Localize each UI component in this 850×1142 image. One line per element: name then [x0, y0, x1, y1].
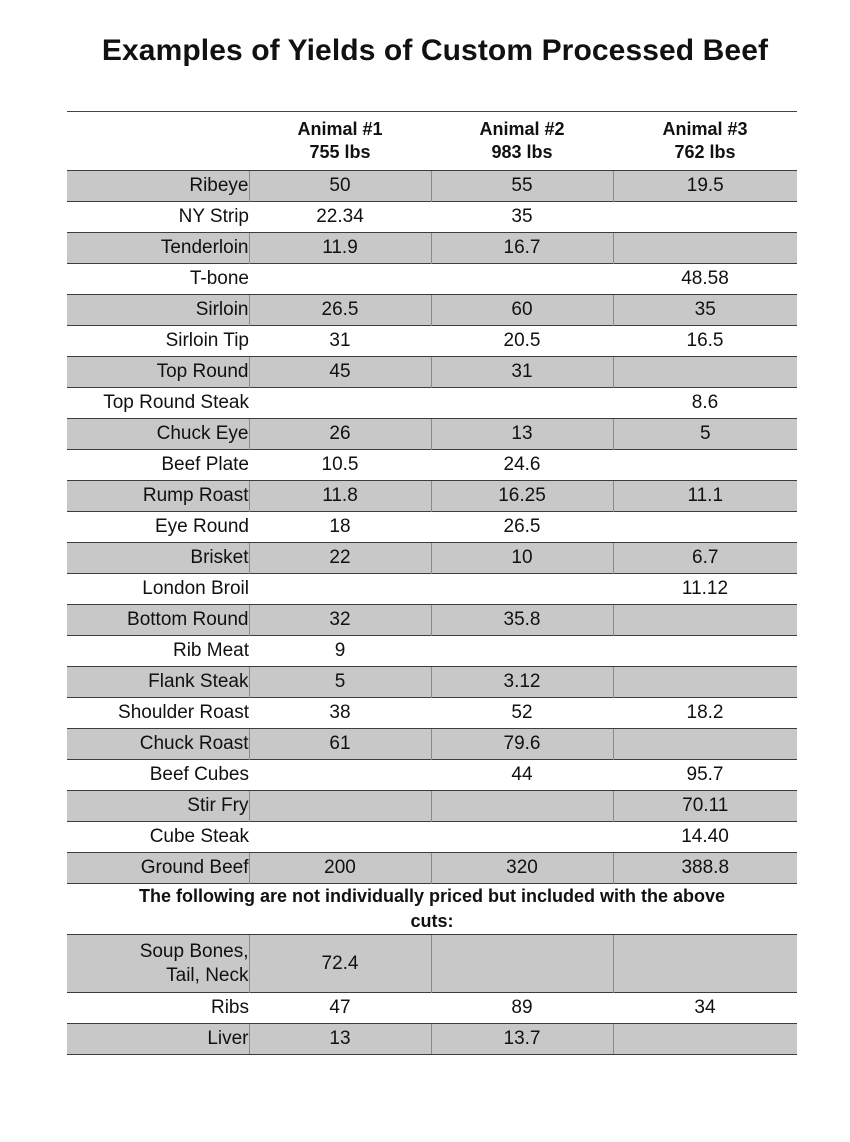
- animal-1-yield: 50: [249, 171, 431, 202]
- animal-2-yield: 3.12: [431, 667, 613, 698]
- animal-3-yield: 14.40: [613, 822, 797, 853]
- table-row: [67, 171, 797, 202]
- animal-3-yield: 16.5: [613, 326, 797, 357]
- cut-name: Cube Steak: [67, 822, 249, 853]
- animal-2-yield: 44: [431, 760, 613, 791]
- cut-name: Brisket: [67, 543, 249, 574]
- animal-3-yield: 48.58: [613, 264, 797, 295]
- animal-3-yield: [613, 1024, 797, 1055]
- animal-1-yield: [249, 822, 431, 853]
- animal-1-yield: 45: [249, 357, 431, 388]
- animal-2-yield: 35: [431, 202, 613, 233]
- animal-1-yield: 32: [249, 605, 431, 636]
- animal-2-yield: 16.25: [431, 481, 613, 512]
- animal-3-yield: [613, 667, 797, 698]
- animal-2-yield: 60: [431, 295, 613, 326]
- cut-name: Ribs: [67, 993, 249, 1024]
- animal-2-yield: 10: [431, 543, 613, 574]
- cut-name: Sirloin Tip: [67, 326, 249, 357]
- animal-1-yield: [249, 760, 431, 791]
- animal-1-yield: 72.4: [249, 935, 431, 993]
- animal-3-yield: 35: [613, 295, 797, 326]
- table-row: [67, 791, 797, 822]
- animal-2-yield: [431, 636, 613, 667]
- animal-2-yield: [431, 935, 613, 993]
- table-row: [67, 729, 797, 760]
- table-row: [67, 264, 797, 295]
- animal-1-yield: [249, 791, 431, 822]
- cut-name: Liver: [67, 1024, 249, 1055]
- animal-3-yield: [613, 636, 797, 667]
- animal-1-yield: [249, 574, 431, 605]
- animal-2-yield: 26.5: [431, 512, 613, 543]
- cut-name: Top Round Steak: [67, 388, 249, 419]
- animal-2-yield: 24.6: [431, 450, 613, 481]
- animal-3-yield: 70.11: [613, 791, 797, 822]
- yield-rows: [67, 171, 797, 884]
- table-row: [67, 853, 797, 884]
- cut-name: Flank Steak: [67, 667, 249, 698]
- table-row: [67, 326, 797, 357]
- animal-2-yield: 13: [431, 419, 613, 450]
- table-row: [67, 698, 797, 729]
- table-row: [67, 543, 797, 574]
- cut-name: Beef Cubes: [67, 760, 249, 791]
- header-animal-3: [613, 112, 797, 171]
- animal-3-yield: 95.7: [613, 760, 797, 791]
- cut-name: Eye Round: [67, 512, 249, 543]
- animal-3-yield: 19.5: [613, 171, 797, 202]
- animal-2-yield: 20.5: [431, 326, 613, 357]
- table-row: [67, 512, 797, 543]
- note-line-2: cuts:: [410, 911, 454, 931]
- animal-3-yield: 11.1: [613, 481, 797, 512]
- cut-name: Ground Beef: [67, 853, 249, 884]
- cut-name-line-1: Soup Bones,: [139, 940, 249, 962]
- animal-2-yield: 320: [431, 853, 613, 884]
- animal-2-yield: [431, 791, 613, 822]
- animal-1-yield: 22: [249, 543, 431, 574]
- animal-2-yield: 35.8: [431, 605, 613, 636]
- animal-3-yield: 11.12: [613, 574, 797, 605]
- table-row: [67, 822, 797, 853]
- table-row: [67, 295, 797, 326]
- table-row: [67, 388, 797, 419]
- animal-1-yield: [249, 264, 431, 295]
- animal-2-yield: 52: [431, 698, 613, 729]
- animal-2-yield: [431, 388, 613, 419]
- animal-3-yield: 5: [613, 419, 797, 450]
- header-animal-1: [249, 112, 431, 171]
- animal-3-yield: [613, 729, 797, 760]
- cut-name: London Broil: [67, 574, 249, 605]
- animal-3-name: Animal #3: [662, 119, 748, 139]
- table-row: [67, 760, 797, 791]
- animal-1-yield: 26: [249, 419, 431, 450]
- table-row: [67, 667, 797, 698]
- table-row: [67, 935, 797, 993]
- animal-1-weight: 755 lbs: [309, 142, 371, 162]
- animal-3-yield: [613, 202, 797, 233]
- table-row: [67, 357, 797, 388]
- animal-3-yield: [613, 512, 797, 543]
- cut-name-line-2: Tail, Neck: [166, 964, 249, 986]
- animal-2-yield: 16.7: [431, 233, 613, 264]
- animal-3-yield: 18.2: [613, 698, 797, 729]
- animal-1-yield: 18: [249, 512, 431, 543]
- header-row: [67, 112, 797, 171]
- header-animal-2: [431, 112, 613, 171]
- animal-3-yield: 6.7: [613, 543, 797, 574]
- animal-1-yield: 5: [249, 667, 431, 698]
- animal-2-yield: [431, 822, 613, 853]
- animal-1-yield: 200: [249, 853, 431, 884]
- table-row: [67, 233, 797, 264]
- animal-1-yield: 9: [249, 636, 431, 667]
- table-row: [67, 202, 797, 233]
- animal-2-yield: [431, 264, 613, 295]
- note-section: [67, 884, 797, 1055]
- note-line-1: The following are not individually priced but included with the above: [138, 886, 726, 906]
- cut-name: Bottom Round: [67, 605, 249, 636]
- animal-3-weight: 762 lbs: [674, 142, 736, 162]
- animal-1-yield: 22.34: [249, 202, 431, 233]
- table-row: [67, 450, 797, 481]
- animal-1-yield: 10.5: [249, 450, 431, 481]
- animal-1-yield: [249, 388, 431, 419]
- note-text: [67, 884, 797, 935]
- page-title: Examples of Yields of Custom Processed Beef: [101, 34, 769, 67]
- animal-2-yield: 79.6: [431, 729, 613, 760]
- animal-3-yield: 388.8: [613, 853, 797, 884]
- animal-3-yield: [613, 233, 797, 264]
- animal-1-name: Animal #1: [297, 119, 383, 139]
- table-row: [67, 993, 797, 1024]
- cut-name: Tenderloin: [67, 233, 249, 264]
- table-row: [67, 1024, 797, 1055]
- table-row: [67, 574, 797, 605]
- cut-name: Chuck Eye: [67, 419, 249, 450]
- cut-name: Ribeye: [67, 171, 249, 202]
- table-row: [67, 481, 797, 512]
- header-cut-column: [67, 112, 249, 171]
- animal-1-yield: 38: [249, 698, 431, 729]
- animal-2-yield: 31: [431, 357, 613, 388]
- table-row: [67, 419, 797, 450]
- animal-2-yield: [431, 574, 613, 605]
- animal-2-yield: 89: [431, 993, 613, 1024]
- cut-name: T-bone: [67, 264, 249, 295]
- yield-table: [67, 111, 797, 1055]
- cut-name: NY Strip: [67, 202, 249, 233]
- animal-1-yield: 11.8: [249, 481, 431, 512]
- animal-1-yield: 61: [249, 729, 431, 760]
- animal-1-yield: 47: [249, 993, 431, 1024]
- animal-3-yield: [613, 605, 797, 636]
- animal-1-yield: 13: [249, 1024, 431, 1055]
- table-row: [67, 636, 797, 667]
- animal-1-yield: 31: [249, 326, 431, 357]
- animal-2-yield: 13.7: [431, 1024, 613, 1055]
- note-row: [67, 884, 797, 935]
- cut-name: Beef Plate: [67, 450, 249, 481]
- cut-name: [67, 935, 249, 993]
- cut-name: Shoulder Roast: [67, 698, 249, 729]
- table-row: [67, 605, 797, 636]
- animal-3-yield: [613, 935, 797, 993]
- animal-1-yield: 26.5: [249, 295, 431, 326]
- animal-3-yield: [613, 450, 797, 481]
- cut-name: Sirloin: [67, 295, 249, 326]
- animal-3-yield: 8.6: [613, 388, 797, 419]
- cut-name: Top Round: [67, 357, 249, 388]
- animal-3-yield: 34: [613, 993, 797, 1024]
- cut-name: Rib Meat: [67, 636, 249, 667]
- animal-3-yield: [613, 357, 797, 388]
- animal-2-yield: 55: [431, 171, 613, 202]
- cut-name: Stir Fry: [67, 791, 249, 822]
- cut-name: Rump Roast: [67, 481, 249, 512]
- animal-2-weight: 983 lbs: [491, 142, 553, 162]
- animal-2-name: Animal #2: [479, 119, 565, 139]
- cut-name: Chuck Roast: [67, 729, 249, 760]
- animal-1-yield: 11.9: [249, 233, 431, 264]
